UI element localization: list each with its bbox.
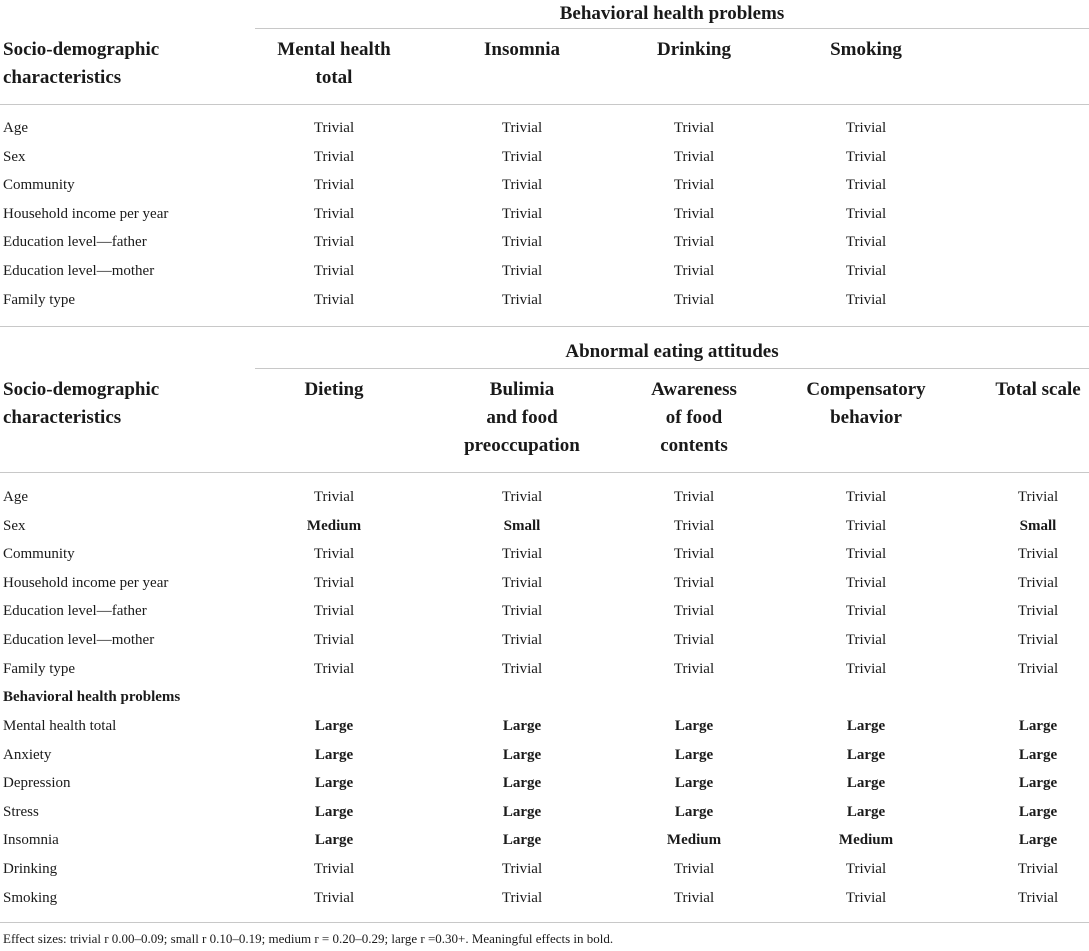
table2-cell: Trivial — [845, 517, 887, 534]
table1-cell: Trivial — [673, 120, 715, 136]
table1-cell: Trivial — [501, 291, 543, 308]
table1-col-header-3: Smoking — [830, 39, 902, 60]
table2-cell: Large — [314, 803, 354, 820]
table2-cell: Large — [1018, 775, 1058, 792]
table2-row-label: Family type — [3, 660, 76, 677]
table2-row-label: Depression — [3, 775, 71, 792]
table2-cell: Trivial — [845, 489, 887, 505]
table2-cell: Medium — [666, 832, 722, 849]
table2-cell: Trivial — [501, 546, 543, 563]
table2-row-label: Smoking — [3, 889, 58, 906]
table2-cell: Medium — [838, 832, 894, 849]
table1-cell: Trivial — [313, 120, 355, 136]
table2-cell: Trivial — [845, 603, 887, 620]
table2-cell: Large — [674, 746, 714, 763]
table2-cell: Trivial — [673, 632, 715, 648]
table2-cell: Trivial — [845, 889, 887, 906]
table1-cell: Trivial — [313, 263, 355, 279]
table2-cell: Trivial — [845, 546, 887, 563]
table2-cell: Trivial — [501, 574, 543, 591]
table2-cell: Trivial — [313, 660, 355, 677]
table2-cell: Medium — [306, 517, 362, 534]
table1-cell: Trivial — [673, 291, 715, 308]
table1-cell: Trivial — [845, 263, 887, 279]
table1-row-label: Community — [3, 177, 75, 194]
table2-cell: Large — [674, 775, 714, 792]
table2-cell: Trivial — [1017, 889, 1059, 906]
table1-cell: Trivial — [501, 205, 543, 222]
table2-cell: Trivial — [845, 632, 887, 648]
table2-cell: Trivial — [673, 660, 715, 677]
table2-cell: Trivial — [501, 489, 543, 505]
table2-cell: Large — [502, 718, 542, 734]
table2-cell: Trivial — [673, 517, 715, 534]
table1-cell: Trivial — [313, 177, 355, 194]
table2-col-header-2: Awareness of food contents — [651, 379, 737, 456]
table2-col-header-4: Total scale — [995, 379, 1081, 400]
table2-cell: Large — [314, 832, 354, 849]
table2-cell: Trivial — [673, 889, 715, 906]
table-footnote: Effect sizes: trivial r 0.00–0.09; small r 0.10–0.19; medium r = 0.20–0.29; large r =0.30+. Meaningful effects in bold. — [3, 931, 614, 946]
table2-cell: Trivial — [845, 861, 887, 877]
table2-cell: Large — [502, 746, 542, 763]
table2-cell: Large — [846, 746, 886, 763]
table2-cell: Large — [674, 718, 714, 734]
table2-cell: Trivial — [673, 603, 715, 620]
table2-cell: Trivial — [1017, 489, 1059, 505]
table2-cell: Large — [314, 775, 354, 792]
table2-cell: Trivial — [501, 861, 543, 877]
table2-row-label: Education level—mother — [3, 632, 155, 648]
table2-cell: Trivial — [1017, 603, 1059, 620]
table-divider-rule — [0, 326, 1089, 327]
table1-row-label: Education level—mother — [3, 263, 155, 279]
table1-cell: Trivial — [673, 205, 715, 222]
table1-cell: Trivial — [501, 263, 543, 279]
table1-cell: Trivial — [673, 263, 715, 279]
table2-cell: Trivial — [1017, 660, 1059, 677]
table1-row-label: Age — [3, 120, 28, 136]
table2-cell: Trivial — [313, 861, 355, 877]
table2-cell: Trivial — [313, 574, 355, 591]
table1-col-header-2: Drinking — [657, 39, 731, 60]
table1-cell: Trivial — [673, 234, 715, 251]
table-bottom-rule — [0, 922, 1089, 923]
table2-col-header-1: Bulimia and food preoccupation — [464, 379, 580, 456]
table2-row-label: Insomnia — [3, 832, 59, 849]
table2-cell: Trivial — [313, 603, 355, 620]
table2-row-label: Community — [3, 546, 75, 563]
table2-cell: Trivial — [845, 660, 887, 677]
table1-group-title: Behavioral health problems — [559, 3, 785, 24]
table2-cell: Large — [314, 746, 354, 763]
table2-cell: Trivial — [1017, 546, 1059, 563]
table1-cell: Trivial — [313, 234, 355, 251]
table2-cell: Trivial — [673, 574, 715, 591]
table1-cell: Trivial — [501, 120, 543, 136]
table2-row-label: Household income per year — [3, 574, 169, 591]
table1-cell: Trivial — [673, 148, 715, 165]
table2-cell: Trivial — [501, 603, 543, 620]
table2-cell: Large — [1018, 718, 1058, 734]
table1-cell: Trivial — [501, 177, 543, 194]
table2-cell: Large — [846, 775, 886, 792]
table2-cell: Large — [1018, 803, 1058, 820]
table2-cell: Large — [314, 718, 354, 734]
table2-row-label: Drinking — [3, 861, 58, 877]
table1-cell: Trivial — [845, 291, 887, 308]
table2-cell: Small — [503, 517, 541, 534]
table2-cell: Trivial — [1017, 632, 1059, 648]
table2-row-label: Education level—father — [3, 603, 147, 620]
table1-header-rule — [0, 104, 1089, 105]
table1-col-header-1: Insomnia — [483, 39, 561, 60]
table2-cell: Trivial — [313, 632, 355, 648]
table2-cell: Trivial — [501, 889, 543, 906]
table1-cell: Trivial — [845, 148, 887, 165]
table2-cell: Large — [502, 832, 542, 849]
table2-cell: Trivial — [845, 574, 887, 591]
table2-cell: Large — [1018, 746, 1058, 763]
table2-row-label: Anxiety — [3, 746, 52, 763]
table2-cell: Trivial — [313, 546, 355, 563]
table2-row-label: Mental health total — [3, 718, 117, 734]
table2-row-label: Age — [3, 489, 28, 505]
table2-row-header: Socio-demographic characteristics — [3, 379, 160, 428]
table1-row-label: Education level—father — [3, 234, 147, 251]
table2-cell: Small — [1019, 517, 1057, 534]
table2-cell: Trivial — [501, 660, 543, 677]
table2-group-rule — [255, 368, 1089, 369]
table2-col-header-3: Compensatory behavior — [806, 379, 926, 428]
table2-cell: Trivial — [673, 546, 715, 563]
table2-cell: Large — [674, 803, 714, 820]
table1-cell: Trivial — [313, 148, 355, 165]
table1-cell: Trivial — [501, 234, 543, 251]
table2-row-label: Sex — [3, 517, 26, 534]
table2-cell: Trivial — [1017, 574, 1059, 591]
table2-section-label: Behavioral health problems — [3, 689, 181, 705]
table2-cell: Large — [502, 775, 542, 792]
table2-row-label: Stress — [3, 803, 39, 820]
table1-cell: Trivial — [845, 205, 887, 222]
table1-row-label: Sex — [3, 148, 26, 165]
table1-row-label: Household income per year — [3, 205, 169, 222]
table2-group-title: Abnormal eating attitudes — [565, 341, 779, 362]
table1-col-header-0: Mental health total — [277, 39, 391, 88]
table2-cell: Large — [846, 803, 886, 820]
table2-cell: Trivial — [501, 632, 543, 648]
table2-cell: Large — [846, 718, 886, 734]
table1-cell: Trivial — [845, 177, 887, 194]
table2-cell: Large — [1018, 832, 1058, 849]
table2-header-rule — [0, 472, 1089, 473]
table1-row-label: Family type — [3, 291, 76, 308]
table2-cell: Trivial — [1017, 861, 1059, 877]
table1-cell: Trivial — [313, 291, 355, 308]
table2-cell: Trivial — [673, 489, 715, 505]
table1-group-rule — [255, 28, 1089, 29]
table2-cell: Trivial — [673, 861, 715, 877]
table2-col-header-0: Dieting — [304, 379, 364, 400]
table1-cell: Trivial — [673, 177, 715, 194]
table2-cell: Trivial — [313, 889, 355, 906]
table1-cell: Trivial — [501, 148, 543, 165]
table1-row-header: Socio-demographic characteristics — [3, 39, 160, 88]
table1-cell: Trivial — [845, 120, 887, 136]
table1-cell: Trivial — [845, 234, 887, 251]
table2-cell: Large — [502, 803, 542, 820]
table1-cell: Trivial — [313, 205, 355, 222]
table2-cell: Trivial — [313, 489, 355, 505]
